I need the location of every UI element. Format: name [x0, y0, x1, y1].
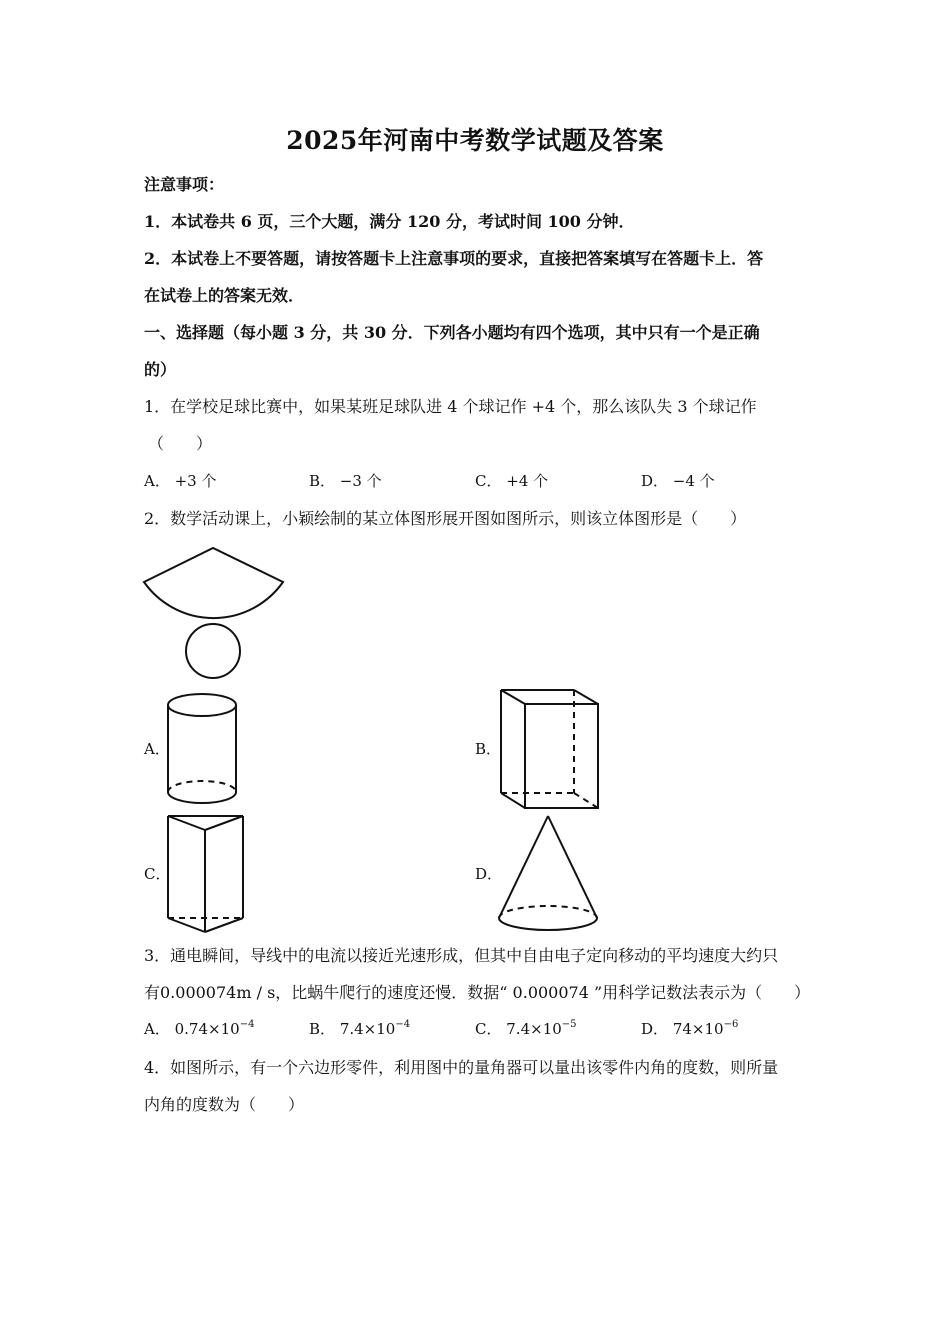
- question-2-option-c: C．: [144, 865, 171, 883]
- question-4-text-line-1: 4．如图所示，有一个六边形零件，利用图中的量角器可以量出该零件内角的度数，则所量: [144, 1058, 779, 1077]
- question-4-text-line-2: 内角的度数为（ ）: [144, 1095, 305, 1114]
- question-3-option-d: [641, 1019, 739, 1038]
- section-heading-line-2: 的）: [144, 360, 177, 379]
- option-label: C．: [475, 1020, 502, 1038]
- notice-item-1: 1．本试卷共 6 页，三个大题，满分 120 分，考试时间 100 分钟．: [144, 212, 635, 231]
- section-heading-line-1: 一、选择题（每小题 3 分，共 30 分．下列各小题均有四个选项，其中只有一个是正确: [144, 323, 760, 342]
- option-base: 7.4×10: [339, 1020, 396, 1038]
- option-label: B．: [309, 1020, 336, 1038]
- option-label: A．: [144, 1020, 170, 1038]
- question-1-option-c: C． +4 个: [475, 472, 549, 490]
- question-2-text: 2．数学活动课上，小颖绘制的某立体图形展开图如图所示，则该立体图形是（ ）: [144, 509, 747, 528]
- option-base: 74×10: [672, 1020, 724, 1038]
- question-3-text-line-1: 3．通电瞬间，导线中的电流以接近光速形成，但其中自由电子定向移动的平均速度大约只: [144, 946, 779, 965]
- option-base: 0.74×10: [174, 1020, 240, 1038]
- option-exponent: −6: [723, 1019, 739, 1030]
- question-3-option-a: [144, 1019, 255, 1038]
- question-3-option-c: [475, 1019, 577, 1038]
- question-3-option-b: [309, 1019, 411, 1038]
- question-3-text-line-2: 有0.000074m / s，比蜗牛爬行的速度还慢．数据“ 0.000074 ”用科学记数法表示为（ ）: [144, 983, 811, 1002]
- question-2-option-d: D．: [475, 865, 503, 883]
- question-1-option-a: A． +3 个: [144, 472, 217, 490]
- question-1-option-d: D． −4 个: [641, 472, 715, 490]
- question-2-option-a: A．: [144, 740, 170, 758]
- page-title: 2025年河南中考数学试题及答案: [286, 126, 664, 155]
- question-1-blank: （ ）: [148, 434, 213, 453]
- question-1-text: 1．在学校足球比赛中，如果某班足球队进 4 个球记作 +4 个，那么该队失 3 个球记作: [144, 397, 757, 416]
- notice-heading: 注意事项：: [144, 175, 225, 194]
- question-2-option-b: B．: [475, 740, 502, 758]
- option-label: D．: [641, 1020, 669, 1038]
- option-base: 7.4×10: [506, 1020, 562, 1038]
- option-exponent: −4: [395, 1019, 411, 1030]
- option-exponent: −5: [561, 1019, 577, 1030]
- notice-item-2-line-1: 2．本试卷上不要答题，请按答题卡上注意事项的要求，直接把答案填写在答题卡上．答: [144, 249, 764, 268]
- question-1-option-b: B． −3 个: [309, 472, 382, 490]
- notice-item-2-line-2: 在试卷上的答案无效．: [144, 286, 305, 305]
- option-exponent: −4: [239, 1019, 255, 1030]
